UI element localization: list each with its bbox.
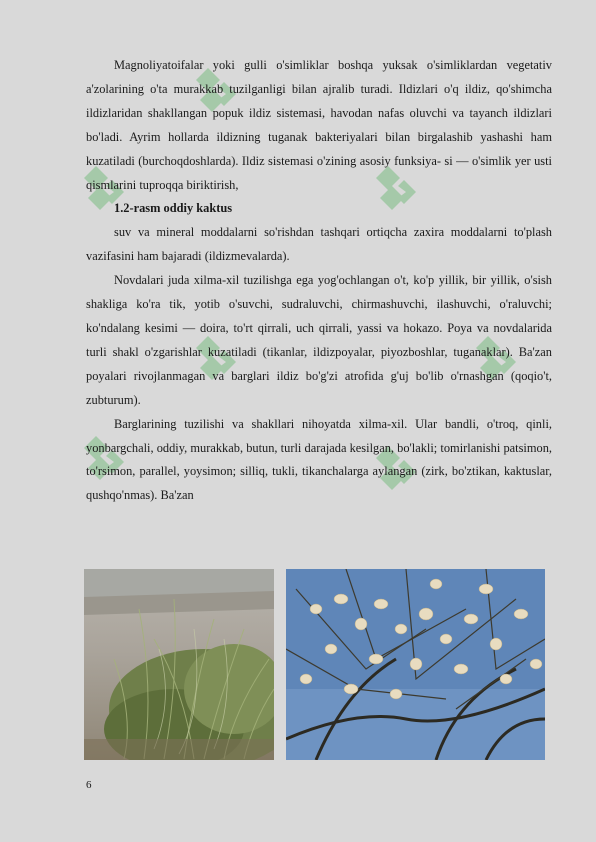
paragraph: Barglarining tuzilishi va shakllari nihoyatda xilma-xil. Ular bandli, o'troq, qinli, yonbargchali, oddiy, murakkab, butun, turli darajada kesilgan, bo'lakli; tomirlanishi patsimon, to'rsimon, parallel, yoysimon; silliq, tukli, tikanchalarga aylangan (zirk, bo'ztikan, kaktuslar, qushqo'nmas). Ba'zan <box>86 416 552 503</box>
paragraph: Magnoliyatoifalar yoki gulli o'simliklar boshqa yuksak o'simliklardan vegetativ a'zolarining o'ta murakkab tuzilganligi bilan ajralib turadi. Ildizlari o'q ildiz, qo'shimcha ildizlaridan shakllangan popuk ildiz sistemasi, havodan nafas oluvchi va tayanch ildizlari bo'ladi. Ayrim hollarda ildizning tuganak bakteriyalari bilan birgalashib yashashi ham kuzatiladi (burchoqdoshlarda). Ildiz sistemasi o'zining asosiy funksiya- si — o'simlik yer usti qismlarini tuproqqa biriktirish, <box>86 58 552 192</box>
paragraph: suv va mineral moddalarni so'rishdan tashqari ortiqcha zaxira moddalarni to'plash vazifasini ham bajaradi (ildizmevalarda). <box>86 225 552 264</box>
branches-with-pale-pods-photo <box>286 569 545 760</box>
figure-caption: 1.2-rasm oddiy kaktus <box>114 201 233 216</box>
grass-shrub-photo <box>84 569 274 760</box>
body-text <box>86 54 552 508</box>
page-number: 6 <box>86 779 92 791</box>
paragraph: Novdalari juda xilma-xil tuzilishga ega yog'ochlangan o't, ko'p yillik, bir yillik, o'sish shakliga ko'ra tik, yotib o'suvchi, sudraluvchi, chirmashuvchi, ilashuvchi, o'raluvchi; ko'ndalang kesimi — doira, to'rt qirrali, uch qirrali, yassi va hokazo. Poya va novdalarida turli shakl o'zgarishlar kuzatiladi (tikanlar, ildizpoyalar, piyozboshlar, tuganaklar). Ba'zan poyalari rivojlanmagan va barglari ildiz bo'g'zi atrofida g'uj bo'lib o'rnashgan (qoqio't, zubturum). <box>86 273 552 407</box>
